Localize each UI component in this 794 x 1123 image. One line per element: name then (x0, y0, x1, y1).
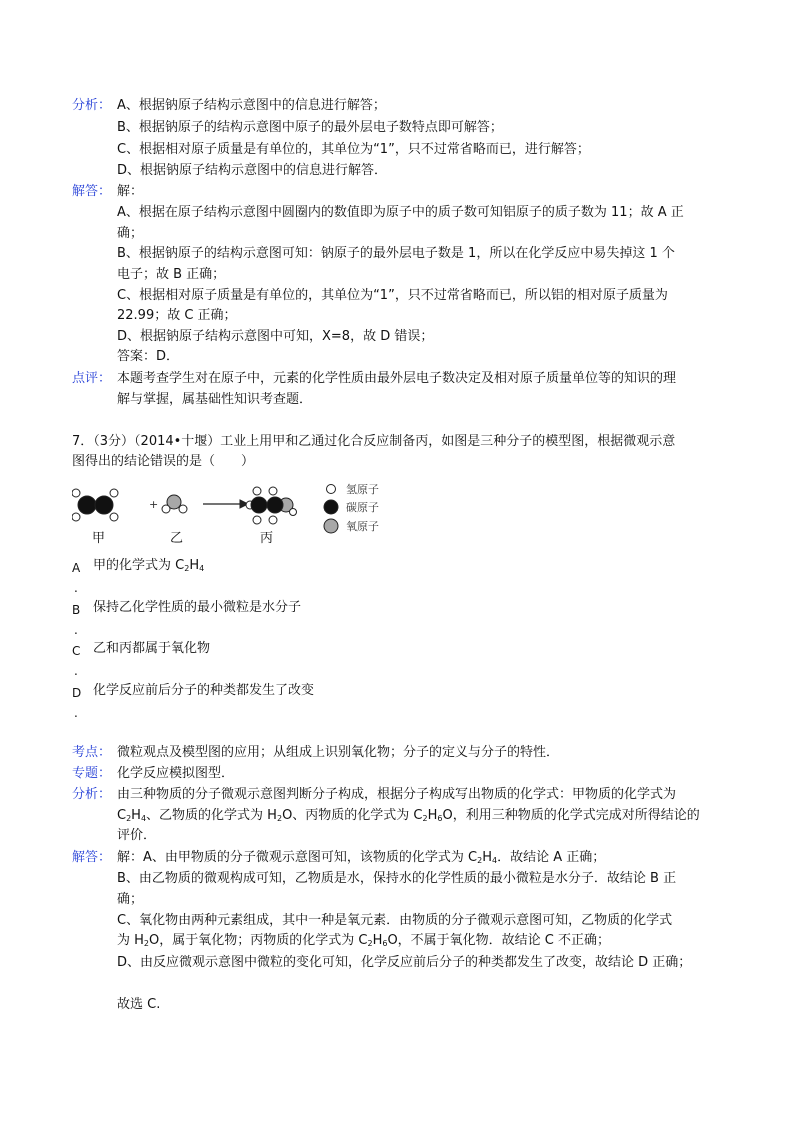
comment-line: 本题考查学生对在原子中，元素的化学性质由最外层电子数决定及相对原子质量单位等的知识的理 (117, 371, 677, 386)
legend-carbon: 碳原子 (346, 501, 379, 514)
option-c-dot: . (74, 664, 78, 678)
caption-bing: 丙 (260, 531, 274, 546)
analysis-line-c: C、根据相对原子质量是有单位的，其单位为“1”，只不过常省略而已，进行解答； (117, 142, 590, 157)
plus-sign: + (149, 498, 159, 511)
answer2-label: 解答： (72, 850, 112, 865)
question-stem: 图得出的结论错误的是（ ） (72, 454, 255, 469)
caption-yi: 乙 (170, 531, 184, 546)
analysis-line-d: D、根据钠原子结构示意图中的信息进行解答． (117, 163, 388, 178)
answer2-line-d: D、由反应微观示意图中微粒的变化可知，化学反应前后分子的种类都发生了改变，故结论 D 正确； (117, 955, 692, 970)
analysis2-line: 评价． (117, 828, 157, 843)
molecule-bing (246, 487, 297, 524)
option-c-letter: C (72, 644, 81, 658)
answer2-line-c-cont: 为 $H_2O$，属于氧化物；丙物质的化学式为 $C_2H_6O$，不属于氧化物．故结论 C 不正确； (117, 933, 611, 948)
option-a-text: 甲的化学式为 $C_2H_4$ (93, 558, 205, 573)
answer2-line-c: C、氧化物由两种元素组成，其中一种是氧元素．由物质的分子微观示意图可知，乙物质的化学式 (117, 913, 673, 928)
analysis-label: 分析： (72, 98, 112, 113)
answer2-choice: 故选 C. (117, 997, 161, 1012)
molecule-figure (72, 476, 402, 554)
analysis2-label: 分析： (72, 787, 112, 802)
question-stem: 7．（3分）（2014•十堰）工业上用甲和乙通过化合反应制备丙，如图是三种分子的模型图，根据微观示意 (72, 434, 676, 449)
answer-label: 解答： (72, 184, 112, 199)
option-b-letter: B (72, 603, 81, 617)
answer-line: C、根据相对原子质量是有单位的，其单位为“1”，只不过常省略而已，所以铝的相对原子质量为 (117, 288, 668, 303)
comment-line: 解与掌握，属基础性知识考查题． (117, 392, 313, 407)
option-b-dot: . (74, 623, 78, 637)
molecule-jia (72, 489, 118, 521)
answer-line: D、根据钠原子结构示意图中可知，X=8，故 D 错误； (117, 329, 434, 344)
answer-line: B、根据钠原子的结构示意图可知：钠原子的最外层电子数是 1，所以在化学反应中易失掉这 1 个 (117, 246, 675, 261)
kaodian-text: 微粒观点及模型图的应用；从组成上识别氧化物；分子的定义与分子的特性． (117, 745, 560, 760)
analysis2-formula-line: $C_2H_4$、乙物质的化学式为 $H_2O$、丙物质的化学式为 $C_2H_6O$，利用三种物质的化学式完成对所得结论的 (117, 808, 700, 823)
answer-line: 电子；故 B 正确； (117, 267, 226, 282)
analysis-line-b: B、根据钠原子的结构示意图中原子的最外层电子数特点即可解答； (117, 120, 503, 135)
zhuanti-label: 专题： (72, 766, 112, 781)
option-b-text: 保持乙化学性质的最小微粒是水分子 (93, 600, 302, 615)
option-c-text: 乙和丙都属于氧化物 (93, 641, 211, 656)
answer-line: A、根据在原子结构示意图中圆圈内的数值即为原子中的质子数可知铝原子的质子数为 11；故 A 正 (117, 205, 684, 220)
comment-label: 点评： (72, 371, 112, 386)
reaction-arrow (203, 500, 248, 508)
answer-line: 22.99；故 C 正确； (117, 308, 237, 323)
answer2-line-b: B、由乙物质的微观构成可知，乙物质是水，保持水的化学性质的最小微粒是水分子．故结论 B 正 (117, 871, 677, 886)
answer-line: 确； (117, 226, 144, 241)
option-d-letter: D (72, 686, 82, 700)
legend-hydrogen: 氢原子 (346, 483, 379, 496)
answer2-line-b-cont: 确； (117, 892, 144, 907)
answer-line: 解： (117, 184, 144, 199)
option-d-dot: . (74, 706, 78, 720)
answer2-line-a: 解：A、由甲物质的分子微观示意图可知，该物质的化学式为 $C_2H_4$．故结论 A 正确； (117, 850, 606, 865)
caption-jia: 甲 (92, 531, 106, 546)
option-d-text: 化学反应前后分子的种类都发生了改变 (93, 683, 315, 698)
option-a-letter: A (72, 561, 81, 575)
zhuanti-text: 化学反应模拟图型． (117, 766, 235, 781)
answer-line: 答案：D． (117, 349, 180, 364)
analysis-line-a: A、根据钠原子结构示意图中的信息进行解答； (117, 98, 386, 113)
analysis2-line: 由三种物质的分子微观示意图判断分子构成，根据分子构成写出物质的化学式：甲物质的化学式为 (117, 787, 677, 802)
figure-legend (324, 485, 338, 534)
kaodian-label: 考点： (72, 745, 112, 760)
molecule-yi (162, 495, 187, 513)
option-a-dot: . (74, 581, 78, 595)
legend-oxygen: 氧原子 (346, 520, 379, 533)
